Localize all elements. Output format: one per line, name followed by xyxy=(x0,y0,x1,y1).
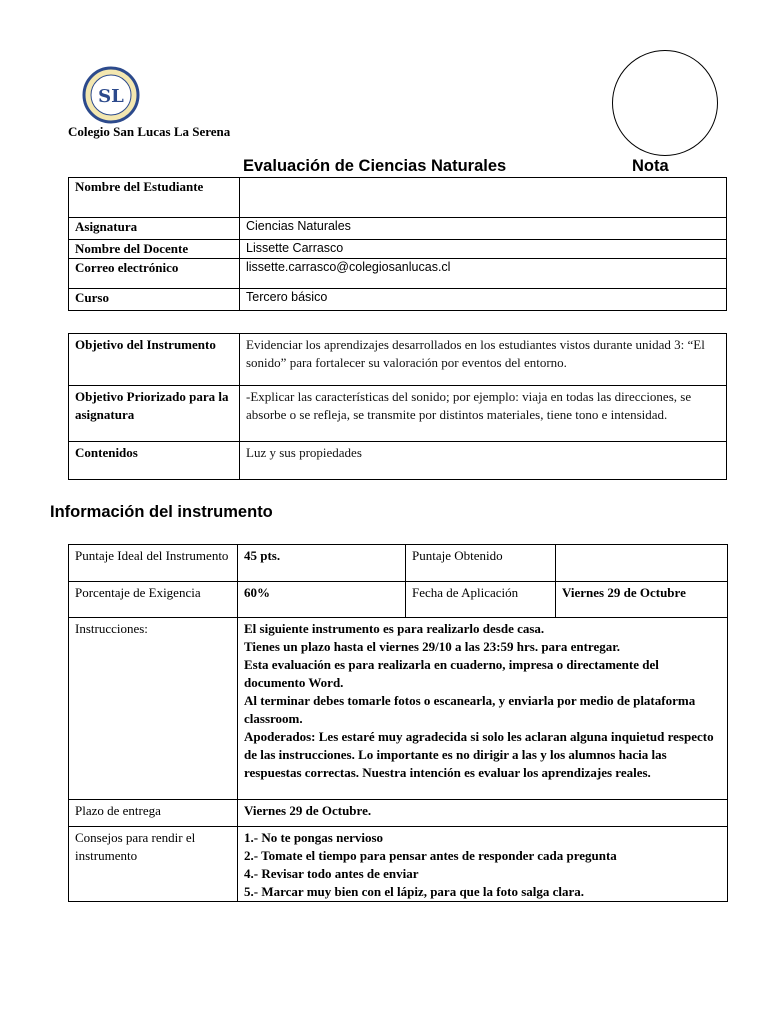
student-name-field[interactable] xyxy=(240,178,727,218)
logo-letters: SL xyxy=(98,86,124,107)
instrument-objective-label: Objetivo del Instrumento xyxy=(69,334,240,386)
instructions-text xyxy=(238,618,728,800)
tip-item: 4.- Revisar todo antes de enviar xyxy=(244,866,419,881)
table-row xyxy=(69,386,727,442)
table-row xyxy=(69,827,728,902)
tip-item: 1.- No te pongas nervioso xyxy=(244,830,384,845)
tip-item: 2.- Tomate el tiempo para pensar antes de responder cada pregunta xyxy=(244,848,617,863)
instruction-line: Apoderados: Les estaré muy agradecida si solo les aclaran alguna inquietud respecto de las instrucciones. Lo importante es no dirigir a las y los alumnos hacia las respuestas correctas. Nuestra intención es evaluar los aprendizajes reales. xyxy=(244,729,714,780)
subject-value: Ciencias Naturales xyxy=(240,218,727,240)
tips-label: Consejos para rendir el instrumento xyxy=(69,827,238,902)
instruction-line: Esta evaluación es para realizarla en cuaderno, impresa o directamente del documento Word. xyxy=(244,657,659,690)
obtained-score-label: Puntaje Obtenido xyxy=(406,545,556,582)
course-value: Tercero básico xyxy=(240,289,727,311)
instruction-line: Tienes un plazo hasta el viernes 29/10 a las 23:59 hrs. para entregar. xyxy=(244,639,621,654)
ideal-score-label: Puntaje Ideal del Instrumento xyxy=(69,545,238,582)
table-row xyxy=(69,545,728,582)
table-row xyxy=(69,259,727,289)
table-row xyxy=(69,289,727,311)
prioritized-objective-value: -Explicar las características del sonido; por ejemplo: viaja en todas las direcciones, se absorbe o se refleja, se transmite por distintos materiales, tiene tono e intensidad. xyxy=(240,386,727,442)
table-row xyxy=(69,334,727,386)
teacher-value: Lissette Carrasco xyxy=(240,240,727,259)
school-logo xyxy=(82,66,140,124)
prioritized-objective-label: Objetivo Priorizado para la asignatura xyxy=(69,386,240,442)
table-row xyxy=(69,240,727,259)
application-date-label: Fecha de Aplicación xyxy=(406,582,556,618)
teacher-label: Nombre del Docente xyxy=(69,240,240,259)
requirement-value: 60% xyxy=(238,582,406,618)
contents-value: Luz y sus propiedades xyxy=(240,442,727,480)
table-row xyxy=(69,178,727,218)
instruction-line: Al terminar debes tomarle fotos o escanearla, y enviarla por medio de plataforma classroom. xyxy=(244,693,696,726)
tips-list xyxy=(238,827,728,902)
email-label: Correo electrónico xyxy=(69,259,240,289)
email-link[interactable]: lissette.carrasco@colegiosanlucas.cl xyxy=(240,259,727,289)
deadline-value: Viernes 29 de Octubre. xyxy=(238,800,728,827)
table-row xyxy=(69,800,728,827)
document-title: Evaluación de Ciencias Naturales xyxy=(243,157,507,175)
student-info-table xyxy=(68,177,727,311)
tip-item: 5.- Marcar muy bien con el lápiz, para que la foto salga clara. xyxy=(244,884,585,899)
ideal-score-value: 45 pts. xyxy=(238,545,406,582)
contents-label: Contenidos xyxy=(69,442,240,480)
table-row xyxy=(69,218,727,240)
objectives-table xyxy=(68,333,727,480)
deadline-label: Plazo de entrega xyxy=(69,800,238,827)
grade-circle xyxy=(612,50,718,156)
section-title: Información del instrumento xyxy=(50,503,273,521)
application-date-value: Viernes 29 de Octubre xyxy=(556,582,728,618)
subject-label: Asignatura xyxy=(69,218,240,240)
instruction-line: El siguiente instrumento es para realizarlo desde casa. xyxy=(244,621,545,636)
requirement-label: Porcentaje de Exigencia xyxy=(69,582,238,618)
table-row xyxy=(69,582,728,618)
school-name: Colegio San Lucas La Serena xyxy=(68,124,231,139)
table-row xyxy=(69,442,727,480)
obtained-score-field[interactable] xyxy=(556,545,728,582)
student-name-label: Nombre del Estudiante xyxy=(69,178,240,218)
instructions-label: Instrucciones: xyxy=(69,618,238,800)
table-row xyxy=(69,618,728,800)
grade-label: Nota xyxy=(632,157,669,175)
instrument-objective-value: Evidenciar los aprendizajes desarrollados en los estudiantes vistos durante unidad 3: “El sonido” para fortalecer su valoración por eventos del entorno. xyxy=(240,334,727,386)
instrument-info-table xyxy=(68,544,728,902)
course-label: Curso xyxy=(69,289,240,311)
